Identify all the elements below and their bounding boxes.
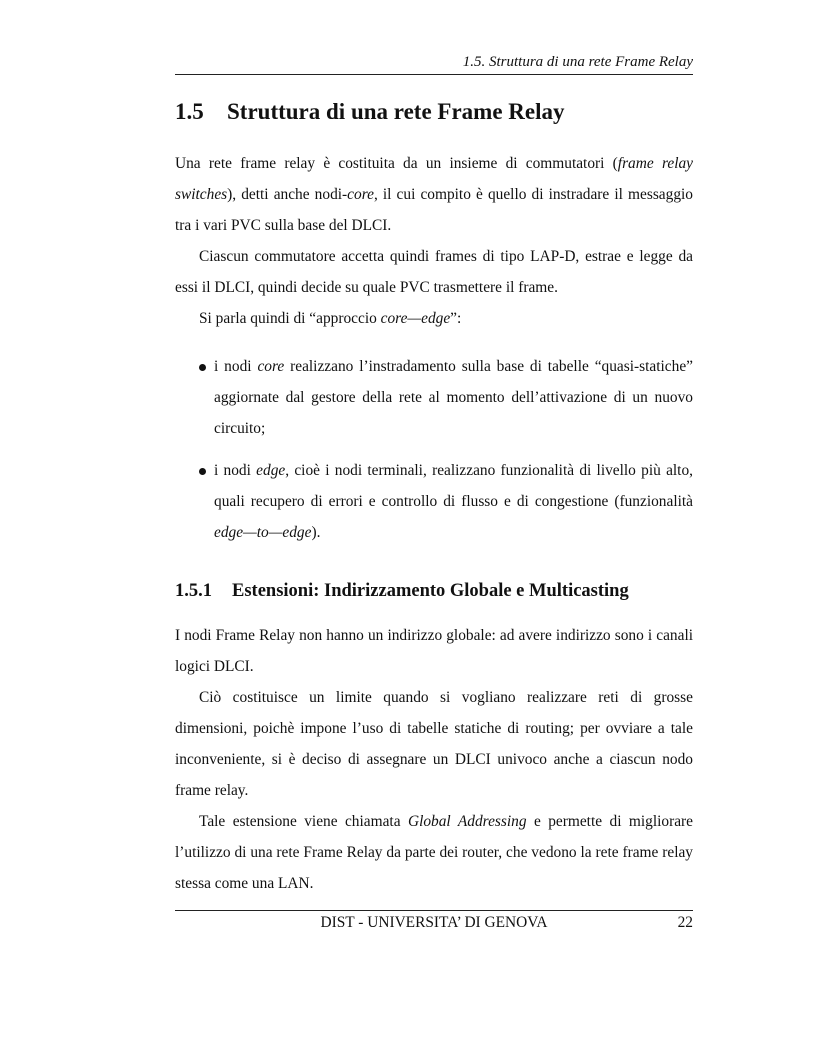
paragraph-1: Una rete frame relay è costituita da un insieme di commutatori (frame relay switches), detti anche nodi-core, il cui compito è quello di instradare il messaggio tra i vari PVC sulla base del DLCI. [175,155,693,234]
header-rule [175,74,693,75]
section-body [175,148,693,334]
subsection-number: 1.5.1 [175,581,212,601]
bullet-item-edge: i nodi edge, cioè i nodi terminali, realizzano funzionalità di livello più alto, quali recupero di errori e controllo di flusso e di congestione (funzionalità edge—to—edge). [175,455,693,548]
paragraph-5: Ciò costituisce un limite quando si vogliano realizzare reti di grosse dimensioni, poichè impone l’uso di tabelle statiche di routing; per ovviare a tale inconveniente, si è deciso di assegnare un DLCI univoco anche a ciascun nodo frame relay. [175,689,693,799]
paragraph-2: Ciascun commutatore accetta quindi frames di tipo LAP-D, estrae e legge da essi il DLCI, quindi decide su quale PVC trasmettere il frame. [175,248,693,296]
bullet-list [175,351,693,559]
paragraph-4: I nodi Frame Relay non hanno un indirizzo globale: ad avere indirizzo sono i canali logici DLCI. [175,627,693,675]
section-title [175,99,565,125]
bullet-item-core: i nodi core realizzano l’instradamento sulla base di tabelle “quasi-statiche” aggiornate dal gestore della rete al momento dell’attivazione di un nuovo circuito; [175,351,693,444]
footer-institution: DIST - UNIVERSITA’ DI GENOVA [320,914,548,931]
paragraph-3: Si parla quindi di “approccio core—edge”: [199,310,462,327]
subsection-body [175,620,693,899]
footer-rule [175,910,693,911]
section-number: 1.5 [175,99,204,124]
running-header: 1.5. Struttura di una rete Frame Relay [462,54,693,70]
subsection-title-text: Estensioni: Indirizzamento Globale e Multicasting [232,581,629,601]
subsection-title [175,581,629,602]
paragraph-6: Tale estensione viene chiamata Global Addressing e permette di migliorare l’utilizzo di una rete Frame Relay da parte dei router, che vedono la rete frame relay stessa come una LAN. [175,813,693,892]
bullet-dot-icon [199,364,206,371]
document-page [175,0,693,1056]
page-number: 22 [677,914,693,931]
bullet-dot-icon [199,468,206,475]
section-title-text: Struttura di una rete Frame Relay [227,99,565,124]
